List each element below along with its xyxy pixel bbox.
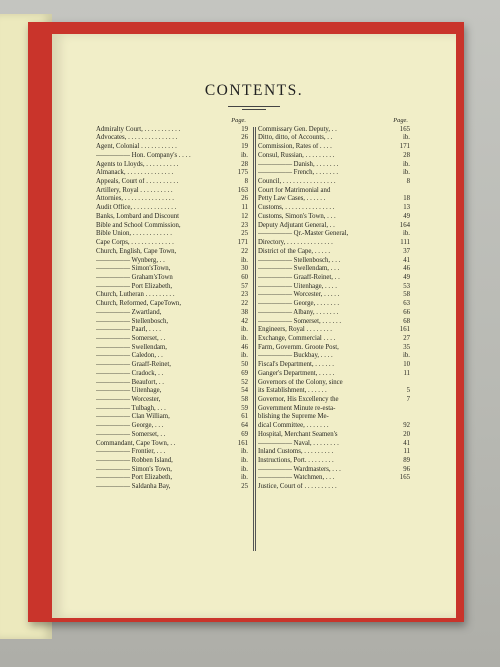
entry-title: Hospital, Merchant Seamen's [258, 430, 338, 438]
entry-page-number: 11 [403, 448, 410, 456]
contents-entry [96, 126, 248, 135]
entry-title: Governors of the Colony, since [258, 378, 343, 386]
entry-page-number: ib. [403, 169, 410, 177]
entry-title: Directory, . . . . . . . . . . . . . . [258, 239, 333, 247]
entry-title: Petty Law Cases, . . . . . . [258, 195, 326, 203]
entry-title: Church, English, Cape Town, [96, 247, 177, 255]
entry-page-number: ib. [241, 326, 248, 334]
entry-page-number: ib. [241, 465, 248, 473]
contents-entry [258, 448, 410, 457]
entry-title: ――――― Caledon, . . [96, 352, 163, 360]
entry-title: Court for Matrimonial and [258, 186, 331, 194]
entry-page-number: 46 [241, 343, 248, 351]
right-entry-list [258, 126, 410, 492]
entry-page-number: 49 [403, 273, 410, 281]
entry-title: ――――― Watchmen, . . . [258, 474, 335, 482]
contents-entry [258, 265, 410, 274]
entry-page-number: ib. [403, 352, 410, 360]
entry-page-number: 165 [399, 474, 410, 482]
entry-page-number: 8 [406, 178, 410, 186]
entry-page-number: 11 [241, 204, 248, 212]
left-column [96, 117, 248, 492]
entry-page-number: 66 [403, 308, 410, 316]
contents-entry [96, 204, 248, 213]
entry-title: Customs, . . . . . . . . . . . . . . . [258, 204, 335, 212]
contents-entry [258, 309, 410, 318]
entry-title: Inland Customs, . . . . . . . . . [258, 448, 334, 456]
entry-page-number: 18 [403, 195, 410, 203]
entry-title: Banks, Lombard and Discount [96, 212, 180, 220]
contents-entry [96, 318, 248, 327]
contents-entry [258, 396, 410, 405]
contents-entry [96, 161, 248, 170]
entry-title: ――――― French, . . . . . . . [258, 169, 339, 177]
entry-title: Bible and School Commission, [96, 221, 181, 229]
entry-title: ――――― Tulbagh, . . . [96, 404, 166, 412]
contents-entry [96, 431, 248, 440]
entry-page-number [408, 413, 410, 422]
entry-page-number: 22 [241, 300, 248, 308]
column-divider-second [255, 127, 256, 551]
contents-entry [258, 352, 410, 361]
entry-title: ――――― Paarl, . . . . [96, 326, 161, 334]
entry-title: Agents to Lloyds, . . . . . . . . . . [96, 160, 179, 168]
contents-entry [96, 178, 248, 187]
entry-title: Ditto, ditto, of Accounts, . . [258, 134, 333, 142]
entry-title: Fiscal's Department, . . . . . . [258, 361, 334, 369]
entry-title: ――――― Hon. Company's . . . . [96, 151, 191, 159]
entry-page-number: 42 [241, 317, 248, 325]
entry-title: ――――― Beaufort, . . [96, 378, 164, 386]
entry-page-number: 11 [403, 369, 410, 377]
entry-title: Attornies, . . . . . . . . . . . . . . . [96, 195, 174, 203]
entry-title: Council, . . . . . . . . . . . . . . . . [258, 178, 336, 186]
contents-entry [258, 431, 410, 440]
entry-title: ――――― Wynberg, . . [96, 256, 165, 264]
entry-title: ――――― Uitenhage, . . . . [258, 282, 337, 290]
entry-page-number: 12 [241, 212, 248, 220]
entry-title: ――――― Port Elizabeth, [96, 474, 173, 482]
entry-title: ――――― Stellenbosch, . . . [258, 256, 341, 264]
contents-page [52, 34, 456, 618]
entry-title: its Establishment, . . . . . . [258, 387, 327, 395]
contents-entry [258, 274, 410, 283]
contents-entry [258, 213, 410, 222]
entry-page-number: 38 [241, 308, 248, 316]
entry-page-number: 164 [399, 221, 410, 229]
contents-entry [258, 335, 410, 344]
entry-page-number: 23 [241, 291, 248, 299]
contents-entry [258, 257, 410, 266]
entry-page-number: 35 [403, 343, 410, 351]
entry-title: ――――― Danish, . . . . . . . [258, 160, 339, 168]
entry-title: ――――― Cradock, . . [96, 369, 164, 377]
contents-entry [258, 405, 410, 414]
contents-entry [96, 379, 248, 388]
entry-page-number: 68 [403, 317, 410, 325]
entry-page-number: ib. [241, 474, 248, 482]
entry-page-number: ib. [241, 448, 248, 456]
contents-entry [96, 152, 248, 161]
entry-page-number: 28 [403, 151, 410, 159]
contents-entry [96, 335, 248, 344]
entry-page-number [408, 379, 410, 388]
contents-entry [258, 152, 410, 161]
entry-title: ――――― Wardmasters, . . . [258, 465, 341, 473]
contents-entry [96, 387, 248, 396]
entry-title: Exchange, Commercial . . . . [258, 334, 336, 342]
entry-title: Agent, Colonial . . . . . . . . . . . [96, 143, 177, 151]
entry-page-number: ib. [241, 334, 248, 342]
entry-title: Instructions, Port. . . . . . . . . [258, 457, 334, 465]
contents-entry [96, 213, 248, 222]
entry-page-number: 171 [399, 143, 410, 151]
right-column [258, 117, 410, 492]
entry-title: ――――― Port Elizabeth, [96, 282, 173, 290]
entry-title: Advocates, . . . . . . . . . . . . . . . [96, 134, 178, 142]
entry-page-number: 25 [241, 483, 248, 491]
contents-entry [96, 291, 248, 300]
entry-title: Deputy Adjutant General, . . [258, 221, 335, 229]
entry-page-number: 64 [241, 422, 248, 430]
contents-entry [96, 352, 248, 361]
contents-entry [96, 422, 248, 431]
entry-page-number: 23 [241, 221, 248, 229]
entry-title: ――――― Graham'sTown [96, 273, 173, 281]
entry-title: Appeals, Court of . . . . . . . . . . [96, 178, 179, 186]
entry-page-number: ib. [241, 151, 248, 159]
entry-title: Church, Lutheran . . . . . . . . . [96, 291, 175, 299]
entry-title: Consul, Russian, . . . . . . . . . [258, 151, 335, 159]
entry-title: ――――― Clan William, [96, 413, 170, 421]
entry-page-number: 30 [241, 265, 248, 273]
entry-title: Cape Corps, . . . . . . . . . . . . . [96, 239, 174, 247]
entry-page-number: 171 [237, 239, 248, 247]
contents-entry [96, 457, 248, 466]
contents-entry [96, 300, 248, 309]
entry-page-number: 27 [403, 334, 410, 342]
entry-page-number: 163 [237, 186, 248, 194]
entry-page-number: 49 [403, 212, 410, 220]
contents-entry [96, 413, 248, 422]
entry-page-number [408, 483, 410, 492]
entry-title: Bible Union, . . . . . . . . . . . . [96, 230, 172, 238]
entry-title: Artillery, Royal . . . . . . . . . . [96, 186, 173, 194]
entry-page-number: 63 [403, 300, 410, 308]
contents-entry [96, 248, 248, 257]
contents-entry [258, 143, 410, 152]
contents-entry [258, 413, 410, 422]
contents-entry [96, 370, 248, 379]
entry-title: Commissary Gen. Deputy, . . [258, 125, 337, 133]
entry-title: Commandant, Cape Town, . . [96, 439, 176, 447]
entry-page-number: 161 [237, 439, 248, 447]
contents-entry [96, 396, 248, 405]
contents-entry [96, 309, 248, 318]
entry-page-number: 61 [241, 413, 248, 421]
entry-page-number: 22 [241, 247, 248, 255]
contents-entry [96, 405, 248, 414]
entry-page-number: 111 [400, 239, 410, 247]
contents-entry [258, 134, 410, 143]
entry-page-number: 41 [403, 256, 410, 264]
contents-entry [96, 239, 248, 248]
entry-page-number: ib. [403, 230, 410, 238]
entry-title: Church, Reformed, CapeTown, [96, 300, 182, 308]
entry-page-number: ib. [403, 160, 410, 168]
entry-title: District of the Cape, . . . . . [258, 247, 331, 255]
entry-page-number: ib. [403, 134, 410, 142]
contents-entry [258, 474, 410, 483]
entry-page-number: 26 [241, 134, 248, 142]
entry-title: ――――― Somerset, . . . . . . [258, 317, 342, 325]
entry-title: dical Committee, . . . . . . . [258, 422, 329, 430]
entry-page-number: 46 [403, 265, 410, 273]
contents-entry [96, 474, 248, 483]
entry-page-number: 165 [399, 125, 410, 133]
entry-title: Farm, Governm. Groote Post, [258, 343, 339, 351]
entry-title: Commission, Rates of . . . . [258, 143, 332, 151]
entry-page-number: 54 [241, 387, 248, 395]
contents-entry [258, 291, 410, 300]
title-rule-short [242, 109, 266, 110]
contents-entry [258, 300, 410, 309]
contents-entry [96, 257, 248, 266]
entry-title: ――――― Somerset, . . [96, 334, 166, 342]
contents-entry [258, 326, 410, 335]
contents-entry [258, 318, 410, 327]
contents-entry [258, 230, 410, 239]
entry-page-number: 59 [241, 404, 248, 412]
entry-page-number: 69 [241, 369, 248, 377]
contents-entry [258, 126, 410, 135]
entry-page-number: 37 [403, 247, 410, 255]
entry-page-number: 26 [241, 195, 248, 203]
entry-page-number: 89 [403, 457, 410, 465]
entry-page-number: 60 [241, 273, 248, 281]
contents-entry [96, 143, 248, 152]
entry-page-number: 161 [399, 326, 410, 334]
entry-page-number [408, 405, 410, 414]
contents-entry [258, 178, 410, 187]
entry-page-number: 52 [241, 378, 248, 386]
contents-entry [258, 344, 410, 353]
entry-title: Governor, His Excellency the [258, 396, 339, 403]
contents-entry [258, 187, 410, 196]
entry-page-number: 41 [403, 439, 410, 447]
entry-page-number: 53 [403, 282, 410, 290]
title-rule [228, 106, 280, 107]
entry-title: ――――― Worcester, [96, 396, 161, 403]
contents-entry [96, 274, 248, 283]
page-title: CONTENTS. [204, 82, 304, 99]
entry-page-number: 13 [403, 204, 410, 212]
entry-title: ――――― Robben Island, [96, 457, 173, 465]
entry-title: Engineers, Royal . . . . . . . . [258, 326, 332, 334]
contents-entry [258, 195, 410, 204]
contents-entry [258, 466, 410, 475]
entry-page-number: 96 [403, 465, 410, 473]
entry-page-number: 20 [403, 430, 410, 438]
contents-entry [96, 187, 248, 196]
entry-page-number: 19 [241, 143, 248, 151]
entry-title: ――――― George, . . . [96, 422, 164, 430]
entry-title: ――――― Worcester, . . . . . [258, 291, 340, 299]
entry-page-number: 25 [241, 230, 248, 238]
entry-title: ――――― Swellendam, [96, 343, 167, 351]
contents-entry [258, 361, 410, 370]
entry-page-number: ib. [241, 352, 248, 360]
entry-title: ――――― Albany, . . . . . . . [258, 308, 339, 316]
contents-entry [96, 361, 248, 370]
entry-title: blishing the Supreme Me- [258, 413, 329, 421]
entry-title: ――――― Graaff-Reinet, . . [258, 273, 340, 281]
contents-entry [258, 422, 410, 431]
entry-page-number: 69 [241, 430, 248, 438]
entry-title: ――――― Buckbay, . . . . [258, 352, 333, 360]
entry-page-number: 8 [244, 178, 248, 186]
entry-page-number: ib. [241, 457, 248, 465]
entry-page-number: 175 [237, 169, 248, 177]
entry-page-number: 58 [403, 291, 410, 299]
contents-entry [96, 134, 248, 143]
contents-entry [258, 204, 410, 213]
contents-entry [258, 387, 410, 396]
entry-page-number: 50 [241, 361, 248, 369]
contents-entry [96, 283, 248, 292]
page-header-right: Page. [393, 117, 408, 124]
entry-title: ――――― Uitenhage, [96, 387, 162, 395]
contents-entry [258, 283, 410, 292]
contents-entry [258, 457, 410, 466]
contents-entry [258, 169, 410, 178]
page-header-left: Page. [231, 117, 246, 124]
entry-title: ――――― Stellenbosch, [96, 317, 169, 325]
entry-title: ――――― Naval, . . . . . . . . [258, 439, 339, 447]
contents-entry [96, 326, 248, 335]
entry-title: ――――― Qr.-Master General, [258, 230, 349, 238]
contents-entry [96, 448, 248, 457]
contents-entry [96, 265, 248, 274]
entry-title: ――――― Swellendam, . . . [258, 265, 340, 273]
entry-title: Customs, Simon's Town, . . . [258, 212, 336, 220]
entry-title: Admiralty Court, . . . . . . . . . . . [96, 125, 181, 133]
entry-title: ――――― Frontier, . . . [96, 448, 166, 456]
entry-title: ――――― Somerset, . . [96, 430, 166, 438]
entry-title: Audit Office, . . . . . . . . . . . . . [96, 204, 177, 212]
entry-page-number: 10 [403, 361, 410, 369]
entry-title: ――――― Zwartland, [96, 308, 162, 316]
contents-entry [96, 466, 248, 475]
entry-page-number: 5 [406, 387, 410, 395]
contents-entry [96, 169, 248, 178]
entry-page-number: 57 [241, 282, 248, 290]
entry-title: ――――― Graaff-Reinet, [96, 361, 171, 369]
contents-entry [96, 344, 248, 353]
contents-entry [258, 370, 410, 379]
left-entry-list [96, 126, 248, 492]
entry-page-number: ib. [241, 256, 248, 264]
column-divider [253, 127, 254, 551]
contents-entry [96, 440, 248, 449]
contents-entry [258, 222, 410, 231]
entry-title: Justice, Court of . . . . . . . . . . [258, 483, 337, 491]
entry-title: ――――― George, . . . . . . . [258, 300, 340, 308]
contents-entry [258, 248, 410, 257]
entry-title: Almanack, . . . . . . . . . . . . . . [96, 169, 174, 177]
entry-page-number: 7 [406, 396, 410, 403]
contents-entry [258, 161, 410, 170]
contents-entry [96, 483, 248, 492]
entry-title: ――――― Simon's Town, [96, 465, 172, 473]
contents-entry [96, 222, 248, 231]
contents-entry [258, 483, 410, 492]
contents-entry [96, 230, 248, 239]
contents-entry [96, 195, 248, 204]
entry-page-number: 28 [241, 160, 248, 168]
entry-title: Government Minute re-esta- [258, 404, 336, 412]
entry-page-number: 19 [241, 125, 248, 133]
contents-entry [258, 379, 410, 388]
entry-title: ――――― Saldanha Bay, [96, 483, 171, 491]
entry-page-number: 58 [241, 396, 248, 403]
entry-page-number: 92 [403, 422, 410, 430]
contents-entry [258, 239, 410, 248]
entry-title: Ganger's Department, . . . . . [258, 369, 335, 377]
entry-page-number [408, 187, 410, 196]
entry-title: ――――― Simon'sTown, [96, 265, 171, 273]
contents-entry [258, 440, 410, 449]
